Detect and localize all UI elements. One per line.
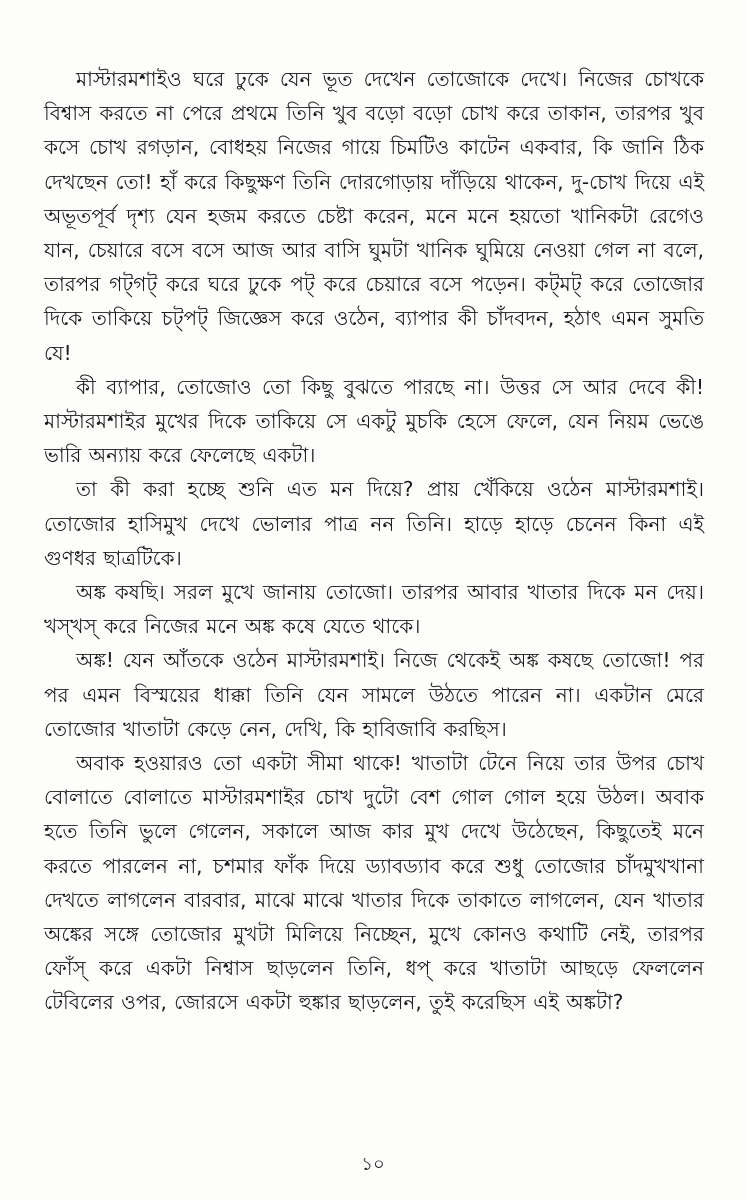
paragraph: কী ব্যাপার, তোজোও তো কিছু বুঝতে পারছে না। উত্তর সে আর দেবে কী! মাস্টারমশাইর মুখের দিকে তাকিয়ে সে একটু মুচকি হেসে ফেলে, যেন নিয়ম ভেঙে ভারি অন্যায় করে ফেলেছে একটা। [44, 374, 704, 468]
body-text [44, 62, 704, 1020]
paragraph: তা কী করা হচ্ছে শুনি এত মন দিয়ে? প্রায় খেঁকিয়ে ওঠেন মাস্টারমশাই। তোজোর হাসিমুখ দেখে ভোলার পাত্র নন তিনি। হাড়ে হাড়ে চেনেন কিনা এই গুণধর ছাত্রটিকে। [44, 477, 704, 570]
paragraph: মাস্টারমশাইও ঘরে ঢুকে যেন ভূত দেখেন তোজোকে দেখে। নিজের চোখকে বিশ্বাস করতে না পেরে প্রথমে তিনি খুব বড়ো বড়ো চোখ করে তাকান, তারপর খুব কসে চোখ রগড়ান, বোধহয় নিজের গায়ে চিমটিও কাটেন একবার, কি জানি ঠিক দেখছেন তো! হাঁ করে কিছুক্ষণ তিনি দোরগোড়ায় দাঁড়িয়ে থাকেন, দু-চোখ দিয়ে এই অভূতপূর্ব দৃশ্য যেন হজম করতে চেষ্টা করেন, মনে মনে হয়তো খানিকটা রেগেও যান, চেয়ারে বসে বসে আজ আর বাসি ঘুমটা খানিক ঘুমিয়ে নেওয়া গেল না বলে, তারপর গট্‌গট্‌ করে ঘরে ঢুকে পট্‌ করে চেয়ারে বসে পড়েন। কট্‌মট্‌ করে তোজোর দিকে তাকিয়ে চট্‌পট্‌ জিজ্ঞেস করে ওঠেন, ব্যাপার কী চাঁদবদন, হঠাৎ এমন সুমতি যে! [44, 67, 704, 365]
paragraph: অঙ্ক কষছি। সরল মুখে জানায় তোজো। তারপর আবার খাতার দিকে মন দেয়। খস্‌খস্‌ করে নিজের মনে অঙ্ক কষে যেতে থাকে। [44, 580, 704, 639]
paragraph: অঙ্ক! যেন আঁতকে ওঠেন মাস্টারমশাই। নিজে থেকেই অঙ্ক কষছে তোজো! পর পর এমন বিস্ময়ের ধাক্কা তিনি যেন সামলে উঠতে পারেন না। একটান মেরে তোজোর খাতাটা কেড়ে নেন, দেখি, কি হাবিজাবি করছিস। [44, 648, 704, 741]
paragraph: অবাক হওয়ারও তো একটা সীমা থাকে! খাতাটা টেনে নিয়ে তার উপর চোখ বোলাতে বোলাতে মাস্টারমশাইর চোখ দুটো বেশ গোল গোল হয়ে উঠল। অবাক হতে তিনি ভুলে গেলেন, সকালে আজ কার মুখ দেখে উঠেছেন, কিছুতেই মনে করতে পারলেন না, চশমার ফাঁক দিয়ে ড্যাবড্যাব করে শুধু তোজোর চাঁদমুখখানা দেখতে লাগলেন বারবার, মাঝে মাঝে খাতার দিকে তাকাতে লাগলেন, যেন খাতার অঙ্কের সঙ্গে তোজোর মুখটা মিলিয়ে নিচ্ছেন, মুখে কোনও কথাটি নেই, তারপর ফোঁস্‌ করে একটা নিশ্বাস ছাড়লেন তিনি, ধপ্‌ করে খাতাটা আছড়ে ফেললেন টেবিলের ওপর, জোরসে একটা হুঙ্কার ছাড়লেন, তুই করেছিস এই অঙ্কটা? [44, 751, 704, 1015]
page-number: ১০ [361, 1154, 385, 1175]
